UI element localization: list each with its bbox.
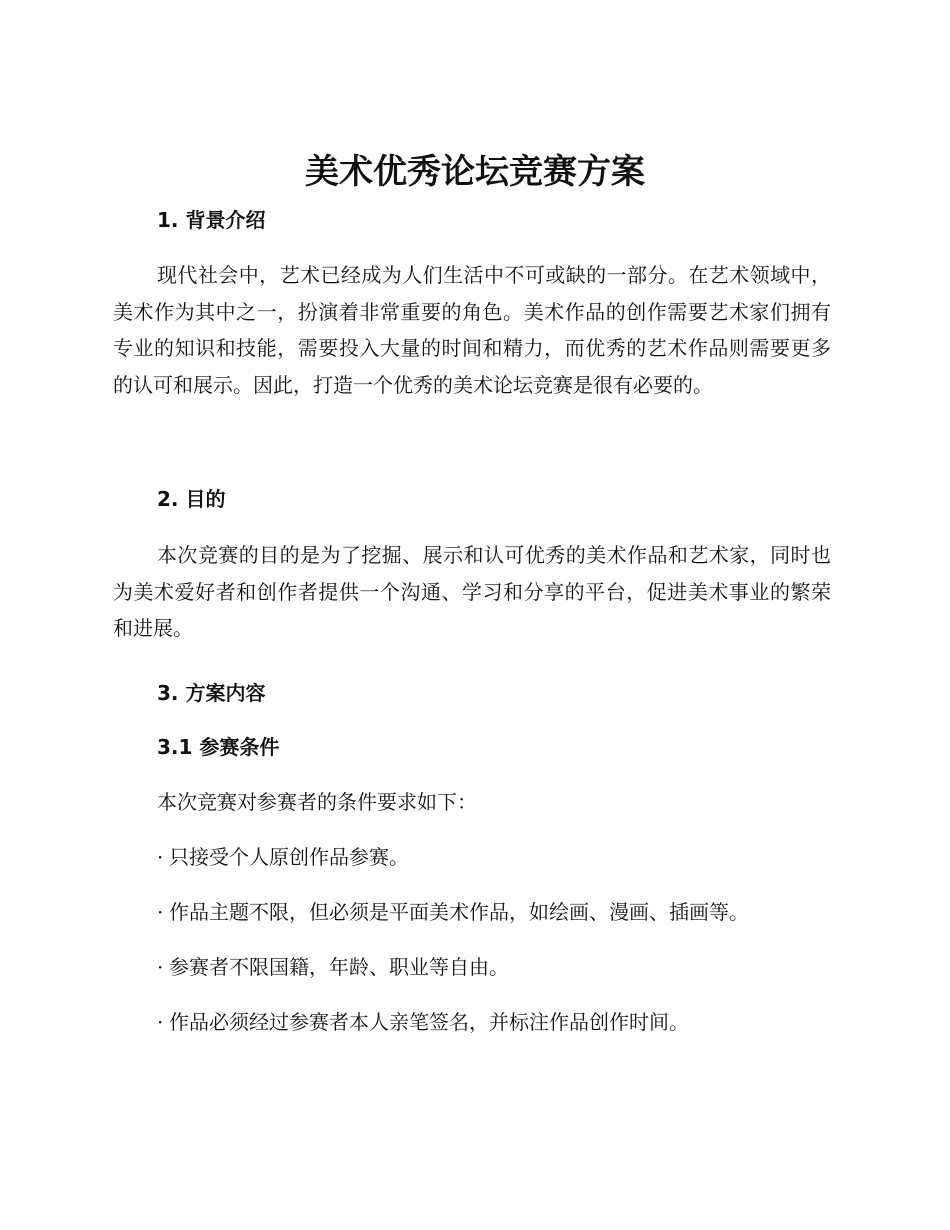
list-item <box>157 1008 689 1036</box>
document-title: 美术优秀论坛竞赛方案 <box>305 152 645 192</box>
section-heading-background: 1. 背景介绍 <box>157 208 266 232</box>
section-heading-content: 3. 方案内容 <box>157 681 266 705</box>
list-item <box>157 898 749 926</box>
conditions-intro: 本次竞赛对参赛者的条件要求如下： <box>157 790 477 814</box>
list-item-text: 只接受个人原创作品参赛。 <box>169 845 409 869</box>
section-heading-purpose: 2. 目的 <box>157 487 226 511</box>
purpose-paragraph: 本次竞赛的目的是为了挖掘、展示和认可优秀的美术作品和艺术家，同时也为美术爱好者和创作者提供一个沟通、学习和分享的平台，促进美术事业的繁荣和进展。 <box>113 543 831 640</box>
list-item-text: 作品必须经过参赛者本人亲笔签名，并标注作品创作时间。 <box>169 1010 689 1034</box>
list-item-text: 作品主题不限，但必须是平面美术作品，如绘画、漫画、插画等。 <box>169 900 749 924</box>
section-heading-conditions: 3.1 参赛条件 <box>157 735 280 759</box>
bullet-mark: · <box>157 955 164 979</box>
bullet-mark: · <box>157 1010 164 1034</box>
bullet-mark: · <box>157 900 164 924</box>
list-item <box>157 953 509 981</box>
background-paragraph: 现代社会中，艺术已经成为人们生活中不可或缺的一部分。在艺术领域中，美术作为其中之一，扮演着非常重要的角色。美术作品的创作需要艺术家们拥有专业的知识和技能，需要投入大量的时间和精力，而优秀的艺术作品则需要更多的认可和展示。因此，打造一个优秀的美术论坛竞赛是很有必要的。 <box>113 263 831 397</box>
list-item-text: 参赛者不限国籍，年龄、职业等自由。 <box>169 955 509 979</box>
bullet-mark: · <box>157 845 164 869</box>
list-item <box>157 843 409 871</box>
